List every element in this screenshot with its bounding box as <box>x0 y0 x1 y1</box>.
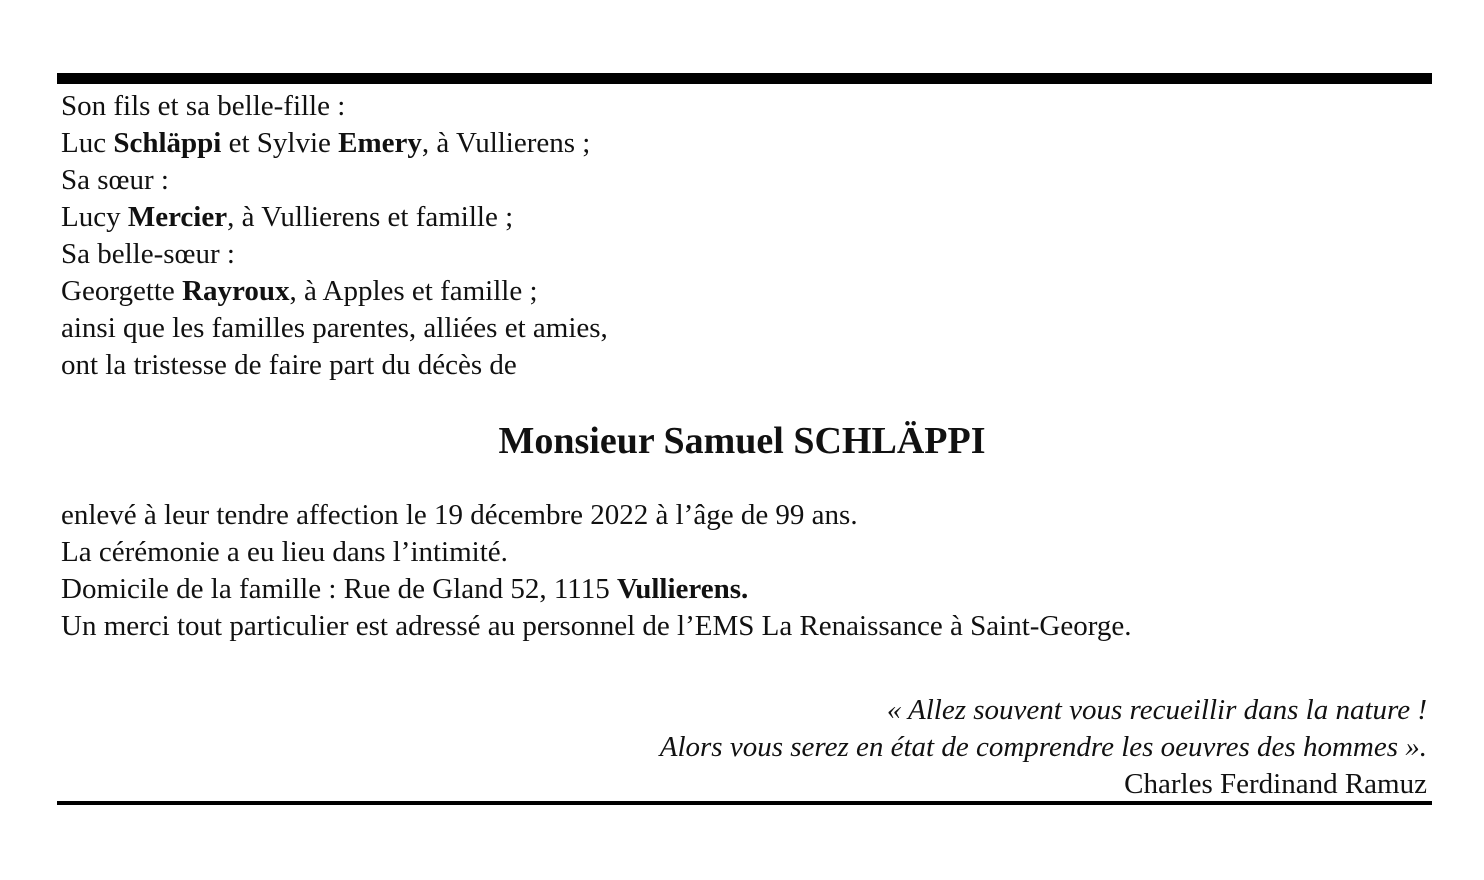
quote-line-1: « Allez souvent vous recueillir dans la nature ! <box>886 694 1427 726</box>
surname-rayroux: Rayroux <box>182 275 290 307</box>
bottom-rule <box>57 801 1432 805</box>
family-line-3: Sa sœur : <box>61 164 169 196</box>
details-line-3: Domicile de la famille : Rue de Gland 52, 1115 Vullierens. <box>61 573 749 605</box>
family-line-8: ont la tristesse de faire part du décès de <box>61 349 517 381</box>
family-announcement <box>61 88 608 384</box>
surname-schlappi: Schläppi <box>113 127 222 159</box>
top-rule <box>57 73 1432 84</box>
obituary-details <box>61 497 1132 645</box>
quote-line-2: Alors vous serez en état de comprendre les oeuvres des hommes ». <box>659 731 1427 763</box>
family-line-2: Luc Schläppi et Sylvie Emery, à Vullierens ; <box>61 127 591 159</box>
quote-block <box>660 692 1427 803</box>
family-line-6: Georgette Rayroux, à Apples et famille ; <box>61 275 538 307</box>
details-line-4: Un merci tout particulier est adressé au personnel de l’EMS La Renaissance à Saint-George. <box>61 610 1132 642</box>
surname-emery: Emery <box>338 127 422 159</box>
domicile-town: Vullierens. <box>616 573 749 605</box>
details-line-1: enlevé à leur tendre affection le 19 décembre 2022 à l’âge de 99 ans. <box>61 499 858 531</box>
surname-mercier: Mercier <box>127 201 228 233</box>
family-line-7: ainsi que les familles parentes, alliées et amies, <box>61 312 608 344</box>
quote-author: Charles Ferdinand Ramuz <box>1124 768 1427 800</box>
family-line-1: Son fils et sa belle-fille : <box>61 90 346 122</box>
family-line-5: Sa belle-sœur : <box>61 238 235 270</box>
deceased-name: Monsieur Samuel SCHLÄPPI <box>498 420 986 462</box>
details-line-2: La cérémonie a eu lieu dans l’intimité. <box>61 536 508 568</box>
family-line-4: Lucy Mercier, à Vullierens et famille ; <box>61 201 514 233</box>
